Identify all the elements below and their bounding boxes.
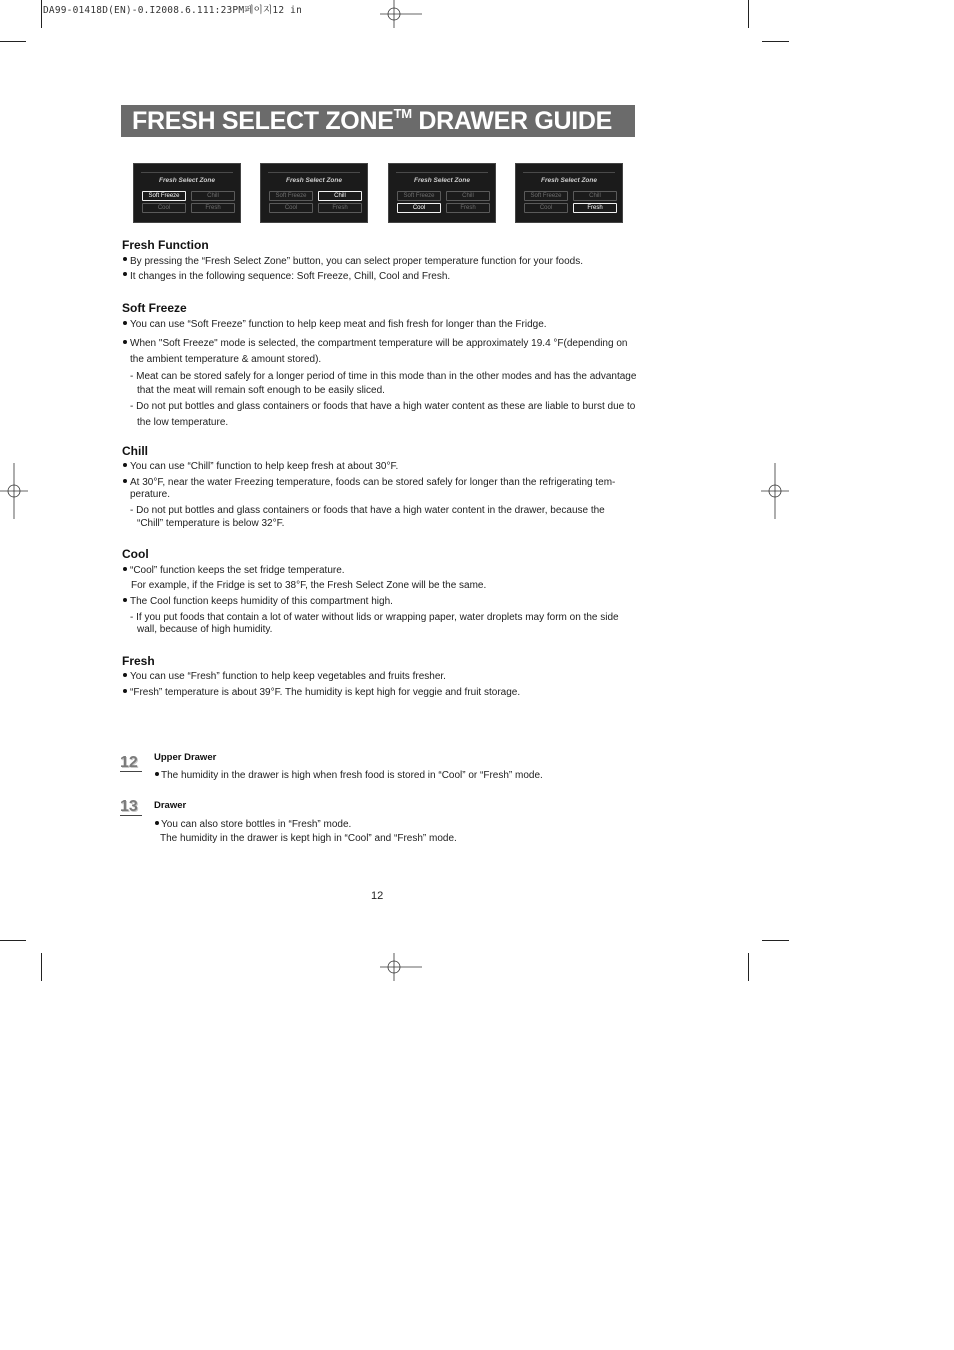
fresh-bullet-2: “Fresh” temperature is about 39°F. The humidity is kept high for veggie and fruit storage. [130, 687, 521, 698]
registration-mark-icon [380, 953, 422, 981]
fresh-function-bullet-2: It changes in the following sequence: Soft Freeze, Chill, Cool and Fresh. [130, 271, 451, 282]
registration-mark-icon [380, 0, 422, 28]
cool-bullet-1-line-2: For example, if the Fridge is set to 38°F, the Fresh Select Zone will be the same. [131, 580, 487, 591]
bullet-icon [155, 821, 159, 825]
soft-freeze-bullet-2-line-1: When "Soft Freeze" mode is selected, the compartment temperature will be approximately 19.4 °F(depending on [130, 338, 628, 349]
note-heading-drawer: Drawer [154, 800, 187, 811]
note-heading-upper-drawer: Upper Drawer [154, 752, 217, 763]
panel-title: Fresh Select Zone [414, 177, 470, 184]
panel-divider [141, 172, 233, 173]
panel-title: Fresh Select Zone [286, 177, 342, 184]
section-heading-chill: Chill [122, 444, 148, 458]
file-info-header: DA99-01418D(EN)-0.I2008.6.111:23PM페이지12 in [43, 5, 302, 16]
cool-dash-1-line-2: wall, because of high humidity. [137, 624, 273, 635]
fresh-select-zone-panel [260, 163, 368, 223]
panel-button-soft-freeze: Soft Freeze [269, 191, 313, 201]
fresh-function-bullet-1: By pressing the “Fresh Select Zone” button, you can select proper temperature function for your foods. [130, 256, 584, 267]
chill-dash-1-line-1: - Do not put bottles and glass containers or foods that have a high water content in the drawer, because the [130, 505, 605, 516]
note-number-13: 13 [120, 799, 142, 816]
panel-button-fresh: Fresh [446, 203, 490, 213]
crop-mark [748, 953, 749, 981]
crop-mark [41, 0, 42, 28]
panel-divider [396, 172, 488, 173]
crop-mark [41, 953, 42, 981]
bullet-icon [123, 463, 127, 467]
section-heading-fresh: Fresh [122, 654, 155, 668]
cool-bullet-1-line-1: “Cool” function keeps the set fridge temperature. [130, 565, 345, 576]
panel-divider [268, 172, 360, 173]
title-bar [121, 105, 635, 137]
panel-divider [523, 172, 615, 173]
panel-button-fresh: Fresh [318, 203, 362, 213]
crop-mark [0, 940, 26, 941]
panel-button-cool: Cool [142, 203, 186, 213]
note-12-line-1: The humidity in the drawer is high when fresh food is stored in “Cool” or “Fresh” mode. [161, 770, 543, 781]
fresh-select-zone-panel [515, 163, 623, 223]
chill-dash-1-line-2: “Chill” temperature is below 32°F. [137, 518, 285, 529]
panel-button-cool: Cool [524, 203, 568, 213]
panel-button-soft-freeze: Soft Freeze [142, 191, 186, 201]
chill-bullet-2-line-1: At 30°F, near the water Freezing temperature, foods can be stored safely for longer than the refrigerating tem- [130, 477, 616, 488]
panel-title: Fresh Select Zone [159, 177, 215, 184]
bullet-icon [123, 321, 127, 325]
note-number-12: 12 [120, 755, 142, 772]
chill-bullet-1: You can use “Chill” function to help keep fresh at about 30°F. [130, 461, 399, 472]
panel-button-fresh: Fresh [191, 203, 235, 213]
panel-button-soft-freeze: Soft Freeze [524, 191, 568, 201]
panel-button-cool: Cool [397, 203, 441, 213]
crop-mark [762, 940, 789, 941]
bullet-icon [123, 598, 127, 602]
page-number: 12 [371, 890, 384, 902]
section-heading-fresh-function: Fresh Function [122, 238, 209, 252]
bullet-icon [123, 272, 127, 276]
soft-freeze-bullet-1: You can use “Soft Freeze” function to help keep meat and fish fresh for longer than the Fridge. [130, 319, 547, 330]
panel-button-chill: Chill [191, 191, 235, 201]
crop-mark [762, 41, 789, 42]
fresh-select-zone-panel [388, 163, 496, 223]
bullet-icon [123, 567, 127, 571]
chill-bullet-2-line-2: perature. [130, 489, 171, 500]
panel-button-chill: Chill [318, 191, 362, 201]
bullet-icon [155, 772, 159, 776]
soft-freeze-dash-2-line-1: - Do not put bottles and glass containers or foods that have a high water content as these are liable to burst due to [130, 401, 636, 412]
fresh-select-zone-panel [133, 163, 241, 223]
bullet-icon [123, 479, 127, 483]
cool-bullet-2: The Cool function keeps humidity of this compartment high. [130, 596, 393, 607]
panel-button-cool: Cool [269, 203, 313, 213]
soft-freeze-dash-2-line-2: the low temperature. [137, 417, 229, 428]
registration-mark-icon [761, 463, 789, 519]
panel-button-fresh: Fresh [573, 203, 617, 213]
panel-title: Fresh Select Zone [541, 177, 597, 184]
crop-mark [0, 41, 26, 42]
soft-freeze-bullet-2-line-2: the ambient temperature & amount stored). [130, 354, 322, 365]
soft-freeze-dash-1-line-2: that the meat will remain soft enough to be easily sliced. [137, 385, 385, 396]
registration-mark-icon [0, 463, 28, 519]
section-heading-soft-freeze: Soft Freeze [122, 301, 187, 315]
note-13-line-1: You can also store bottles in “Fresh” mode. [161, 819, 352, 830]
bullet-icon [123, 673, 127, 677]
bullet-icon [123, 340, 127, 344]
soft-freeze-dash-1-line-1: - Meat can be stored safely for a longer period of time in this mode than in the other modes and has the advantage [130, 371, 637, 382]
page-title: FRESH SELECT ZONE™ DRAWER GUIDE [132, 106, 613, 135]
bullet-icon [123, 689, 127, 693]
crop-mark [748, 0, 749, 28]
panel-button-soft-freeze: Soft Freeze [397, 191, 441, 201]
fresh-bullet-1: You can use “Fresh” function to help keep vegetables and fruits fresher. [130, 671, 446, 682]
panel-button-chill: Chill [573, 191, 617, 201]
section-heading-cool: Cool [122, 547, 149, 561]
bullet-icon [123, 257, 127, 261]
note-13-line-2: The humidity in the drawer is kept high in “Cool” and “Fresh” mode. [160, 833, 457, 844]
panel-button-chill: Chill [446, 191, 490, 201]
cool-dash-1-line-1: - If you put foods that contain a lot of water without lids or wrapping paper, water droplets may form on the side [130, 612, 619, 623]
